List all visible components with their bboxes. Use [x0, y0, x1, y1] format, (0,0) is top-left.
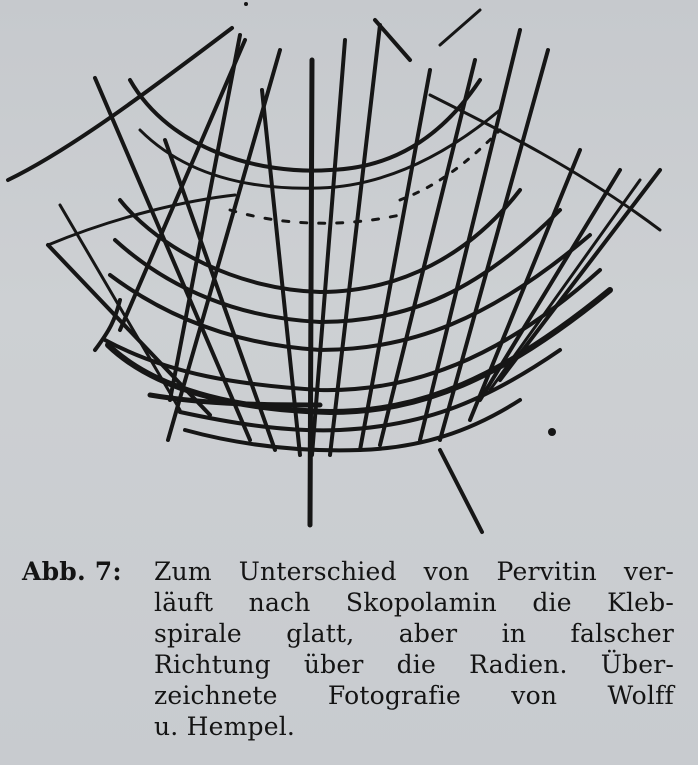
caption-line: zeichnete Fotografie von Wolff: [154, 681, 674, 710]
caption-line: u. Hempel.: [154, 712, 296, 741]
radial-thread: [312, 40, 345, 455]
frame-thread: [8, 28, 232, 180]
radial-thread: [500, 170, 660, 380]
caption-line: Richtung über die Radien. Über-: [154, 650, 674, 679]
radial-thread: [360, 70, 430, 450]
radial-thread: [170, 35, 240, 400]
caption-line: läuft nach Skopolamin die Kleb-: [154, 588, 674, 617]
ink-speck: [244, 2, 248, 6]
radial-thread: [440, 10, 480, 45]
radial-thread: [440, 450, 482, 532]
dashed-spiral-thread: [230, 210, 400, 223]
caption-line: Zum Unterschied von Pervitin ver-: [154, 557, 674, 586]
caption-label: Abb. 7:: [22, 557, 122, 586]
ink-speck: [548, 428, 556, 436]
caption-line: spirale glatt, aber in falscher: [154, 619, 674, 648]
caption-text: [154, 556, 674, 742]
radial-thread: [262, 90, 300, 455]
